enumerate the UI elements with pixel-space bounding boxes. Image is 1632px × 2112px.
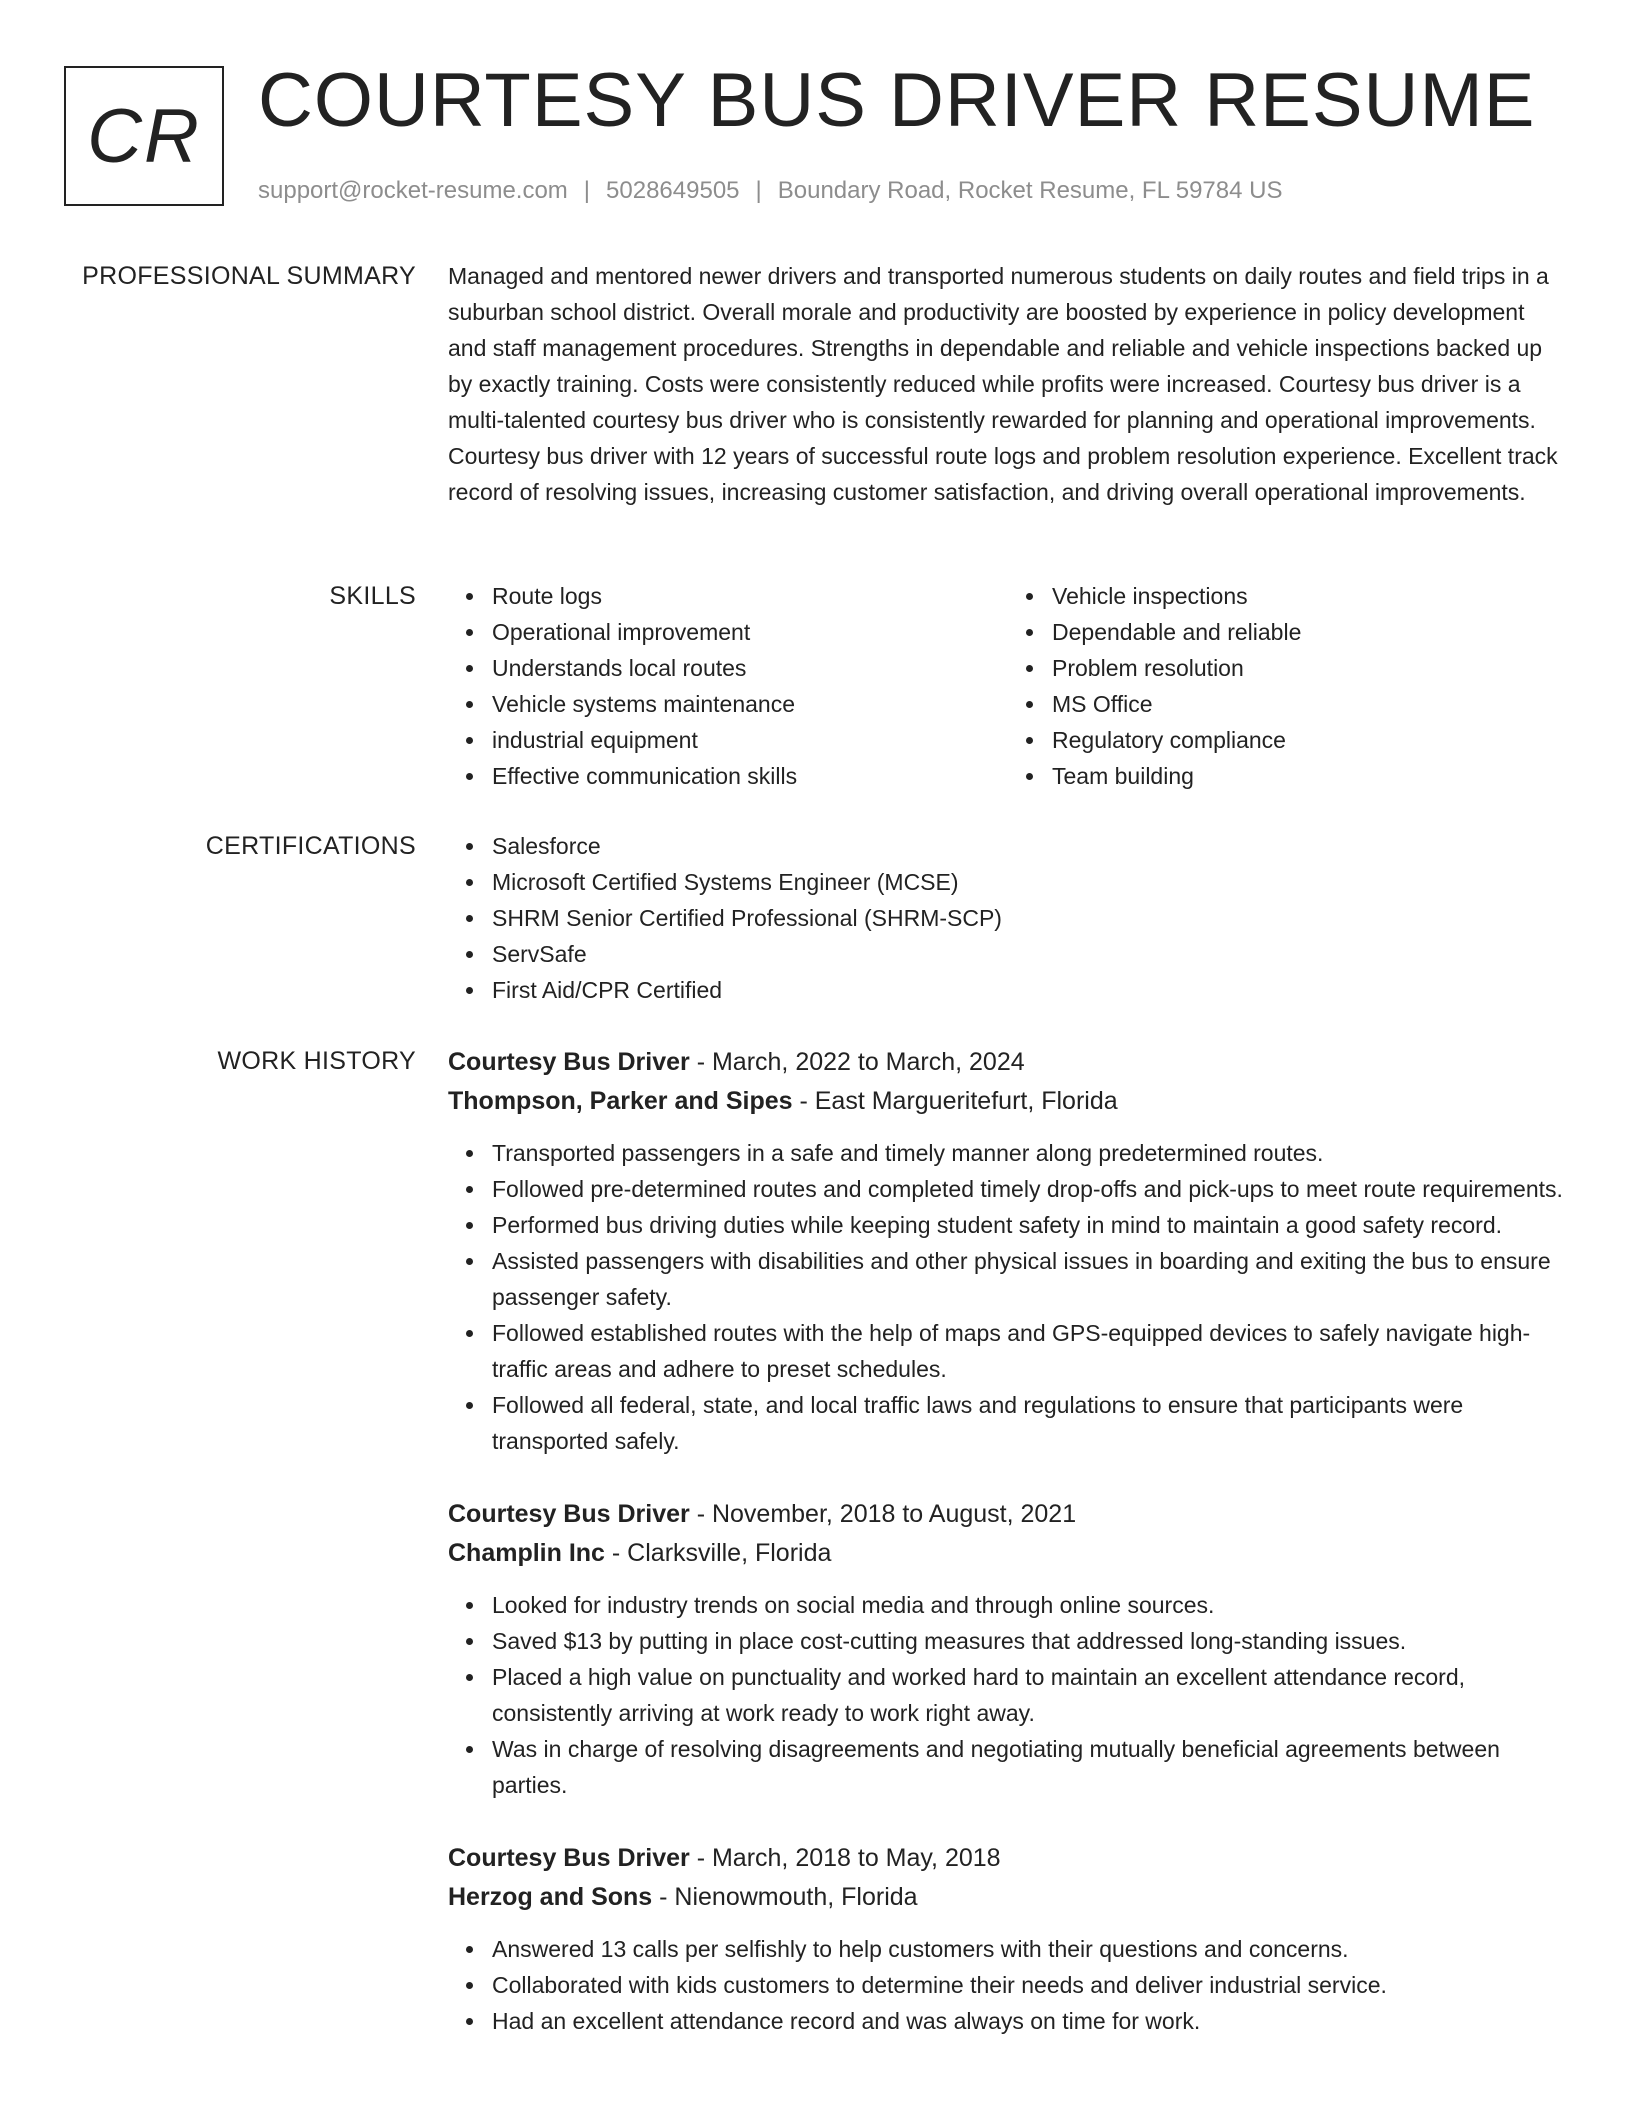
section-label-skills: SKILLS [329,582,416,610]
job-duties-list [448,1135,1568,1459]
job-company-line [448,1534,1568,1573]
contact-separator: | [755,177,762,204]
skills-body [448,578,1568,794]
job-duties-list [448,1931,1568,2039]
job-title-line [448,1839,1568,1878]
skills-list-left [448,578,1008,794]
job-duty-item: Placed a high value on punctuality and worked hard to maintain an excellent attendance record, consistently arriving at work ready to work right away. [492,1659,1568,1731]
job-duties-list [448,1587,1568,1803]
job-duty-item: Looked for industry trends on social media and through online sources. [492,1587,1568,1623]
section-label-work-history: WORK HISTORY [217,1047,416,1075]
contact-email: support@rocket-resume.com [258,177,568,204]
job-title-line [448,1495,1568,1534]
job-dates: - November, 2018 to August, 2021 [689,1500,1077,1528]
job-duty-item: Was in charge of resolving disagreements and negotiating mutually beneficial agreements between parties. [492,1731,1568,1803]
contact-line [258,174,1282,208]
skill-item: Regulatory compliance [1052,722,1568,758]
job-dates: - March, 2022 to March, 2024 [689,1048,1025,1076]
monogram-logo: CR [64,66,224,206]
section-label-certifications: CERTIFICATIONS [205,832,416,860]
job-location: - Nienowmouth, Florida [652,1883,918,1911]
job-company: Herzog and Sons [448,1883,653,1911]
contact-separator: | [583,177,591,204]
skills-list-right [1008,578,1568,794]
job-title: Courtesy Bus Driver [448,1500,690,1528]
job-company-line [448,1878,1568,1917]
page-title: COURTESY BUS DRIVER RESUME [258,58,1536,143]
contact-address: Boundary Road, Rocket Resume, FL 59784 US [777,177,1283,204]
certifications-body [448,828,1568,1008]
skill-item: Problem resolution [1052,650,1568,686]
certification-item: First Aid/CPR Certified [492,972,1568,1008]
job-company: Champlin Inc [448,1539,605,1567]
certification-item: Microsoft Certified Systems Engineer (MCSE) [492,864,1568,900]
skill-item: Vehicle systems maintenance [492,686,1008,722]
job-duty-item: Performed bus driving duties while keeping student safety in mind to maintain a good safety record. [492,1207,1568,1243]
summary-text: Managed and mentored newer drivers and transported numerous students on daily routes and field trips in a suburban school district. Overall morale and productivity are boosted by experience in policy development and staff management procedures. Strengths in dependable and reliable and vehicle inspections backed up by exactly training. Costs were consistently reduced while profits were increased. Courtesy bus driver is a multi-talented courtesy bus driver who is consistently rewarded for planning and operational improvements. Courtesy bus driver with 12 years of successful route logs and problem resolution experience. Excellent track record of resolving issues, increasing customer satisfaction, and driving overall operational improvements. [448,263,1558,505]
job-title: Courtesy Bus Driver [448,1844,690,1872]
job-duty-item: Assisted passengers with disabilities and other physical issues in boarding and exiting the bus to ensure passenger safety. [492,1243,1568,1315]
job-duty-item: Followed established routes with the help of maps and GPS-equipped devices to safely navigate high-traffic areas and adhere to preset schedules. [492,1315,1568,1387]
skills-columns [448,578,1568,794]
job-duty-item: Transported passengers in a safe and timely manner along predetermined routes. [492,1135,1568,1171]
summary-body [448,258,1568,510]
job-company: Thompson, Parker and Sipes [448,1087,793,1115]
certification-item: Salesforce [492,828,1568,864]
job-company-line [448,1082,1568,1121]
skill-item: Route logs [492,578,1008,614]
skill-item: Understands local routes [492,650,1008,686]
work-history-body [448,1043,1568,2075]
job-duty-item: Saved $13 by putting in place cost-cutting measures that addressed long-standing issues. [492,1623,1568,1659]
skill-item: Vehicle inspections [1052,578,1568,614]
job-location: - East Margueritefurt, Florida [792,1087,1118,1115]
skill-item: Team building [1052,758,1568,794]
job-title-line [448,1043,1568,1082]
job-duty-item: Answered 13 calls per selfishly to help customers with their questions and concerns. [492,1931,1568,1967]
section-label-summary: PROFESSIONAL SUMMARY [82,262,416,290]
skill-item: Dependable and reliable [1052,614,1568,650]
job-dates: - March, 2018 to May, 2018 [689,1844,1001,1872]
job-location: - Clarksville, Florida [604,1539,832,1567]
job-entry [448,1839,1568,2039]
skill-item: industrial equipment [492,722,1008,758]
job-duty-item: Had an excellent attendance record and was always on time for work. [492,2003,1568,2039]
certification-item: ServSafe [492,936,1568,972]
skill-item: Effective communication skills [492,758,1008,794]
skill-item: Operational improvement [492,614,1008,650]
job-duty-item: Followed pre-determined routes and completed timely drop-offs and pick-ups to meet route requirements. [492,1171,1568,1207]
contact-phone: 5028649505 [606,177,740,204]
job-duty-item: Collaborated with kids customers to determine their needs and deliver industrial service. [492,1967,1568,2003]
job-title: Courtesy Bus Driver [448,1048,690,1076]
job-entry [448,1043,1568,1459]
certification-item: SHRM Senior Certified Professional (SHRM-SCP) [492,900,1568,936]
skill-item: MS Office [1052,686,1568,722]
job-entry [448,1495,1568,1803]
certifications-list [448,828,1568,1008]
job-duty-item: Followed all federal, state, and local traffic laws and regulations to ensure that participants were transported safely. [492,1387,1568,1459]
